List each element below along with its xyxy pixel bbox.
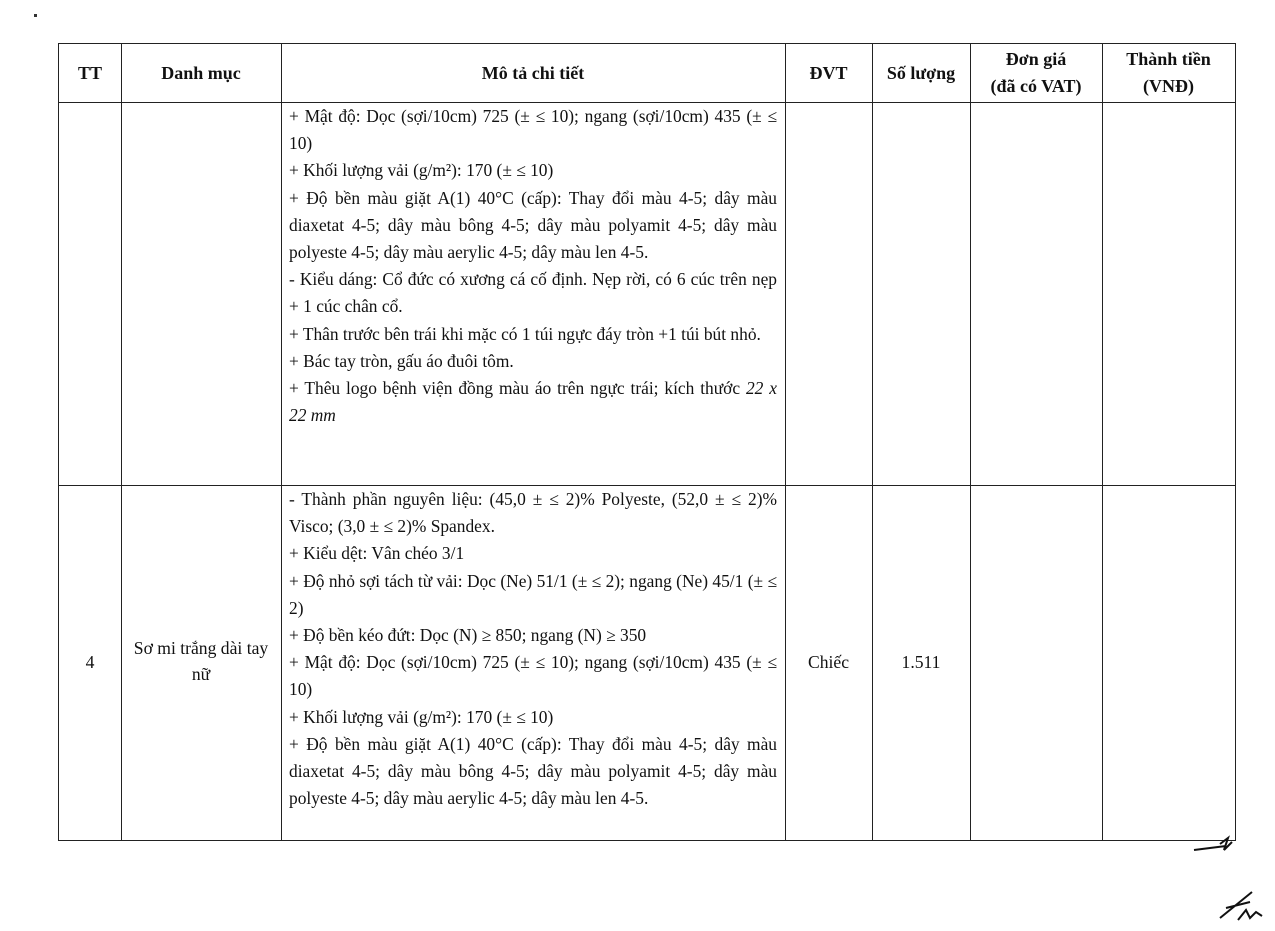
header-don-gia-line2: (đã có VAT) (990, 76, 1082, 96)
row4-so-luong: 1.511 (901, 652, 941, 672)
row4-dvt: Chiếc (807, 652, 850, 672)
header-tt: TT (77, 62, 102, 83)
row4-description (289, 486, 777, 812)
desc-line: + Độ bền màu giặt A(1) 40°C (cấp): Thay đổi màu 4-5; dây màu diaxetat 4-5; dây màu bông 4-5; dây màu polyamit 4-5; dây màu polyeste 4-5; dây màu aerylic 4-5; dây màu len 4-5. (289, 733, 777, 809)
desc-line: + Thân trước bên trái khi mặc có 1 túi ngực đáy tròn +1 túi bút nhỏ. (289, 323, 761, 344)
desc-line: + Độ nhỏ sợi tách từ vải: Dọc (Ne) 51/1 (± ≤ 2); ngang (Ne) 45/1 (± ≤ 2) (289, 570, 777, 618)
col-divider (872, 44, 873, 840)
header-so-luong: Số lượng (886, 62, 956, 83)
col-divider (281, 44, 282, 840)
header-danh-muc: Danh mục (161, 62, 241, 83)
header-dvt: ĐVT (809, 62, 848, 83)
desc-line: - Kiểu dáng: Cổ đức có xương cá cố định. Nẹp rời, có 6 cúc trên nẹp + 1 cúc chân cổ. (289, 269, 777, 317)
header-mo-ta: Mô tả chi tiết (481, 62, 585, 83)
initial-signature-marks (1190, 828, 1270, 928)
header-don-gia-line1: Đơn giá (1005, 49, 1067, 69)
row4-danh-muc: Sơ mi trắng dài tay nữ (133, 638, 269, 684)
spec-table (58, 43, 1236, 841)
desc-line: + Kiểu dệt: Vân chéo 3/1 (289, 543, 465, 564)
desc-line-text: + Thêu logo bệnh viện đồng màu áo trên ngực trái; kích thước (289, 378, 741, 399)
desc-line: + Độ bền kéo đứt: Dọc (N) ≥ 850; ngang (N) ≥ 350 (289, 625, 647, 646)
col-divider (785, 44, 786, 840)
desc-line (289, 375, 777, 429)
desc-line: + Mật độ: Dọc (sợi/10cm) 725 (± ≤ 10); ngang (sợi/10cm) 435 (± ≤ 10) (289, 106, 777, 154)
header-thanh-tien (1102, 44, 1235, 102)
row4-tt: 4 (85, 652, 95, 672)
desc-line: + Độ bền màu giặt A(1) 40°C (cấp): Thay đổi màu 4-5; dây màu diaxetat 4-5; dây màu bông 4-5; dây màu polyamit 4-5; dây màu polyeste 4-5; dây màu aerylic 4-5; dây màu len 4-5. (289, 187, 777, 263)
logo-size: 22 x 22 mm (289, 378, 777, 426)
header-thanh-tien-line2: (VNĐ) (1143, 76, 1194, 96)
desc-line: + Khối lượng vải (g/m²): 170 (± ≤ 10) (289, 160, 554, 181)
header-thanh-tien-line1: Thành tiền (1126, 49, 1211, 69)
scan-dot (34, 14, 37, 17)
desc-line: + Mật độ: Dọc (sợi/10cm) 725 (± ≤ 10); ngang (sợi/10cm) 435 (± ≤ 10) (289, 652, 777, 700)
desc-line: - Thành phần nguyên liệu: (45,0 ± ≤ 2)% Polyeste, (52,0 ± ≤ 2)% Visco; (3,0 ± ≤ 2)% Spandex. (289, 489, 777, 537)
col-divider (121, 44, 122, 840)
desc-line: + Bác tay tròn, gấu áo đuôi tôm. (289, 350, 514, 371)
prev-row-description (289, 103, 777, 429)
desc-line: + Khối lượng vải (g/m²): 170 (± ≤ 10) (289, 706, 554, 727)
col-divider (1102, 44, 1103, 840)
col-divider (970, 44, 971, 840)
header-don-gia (970, 44, 1102, 102)
